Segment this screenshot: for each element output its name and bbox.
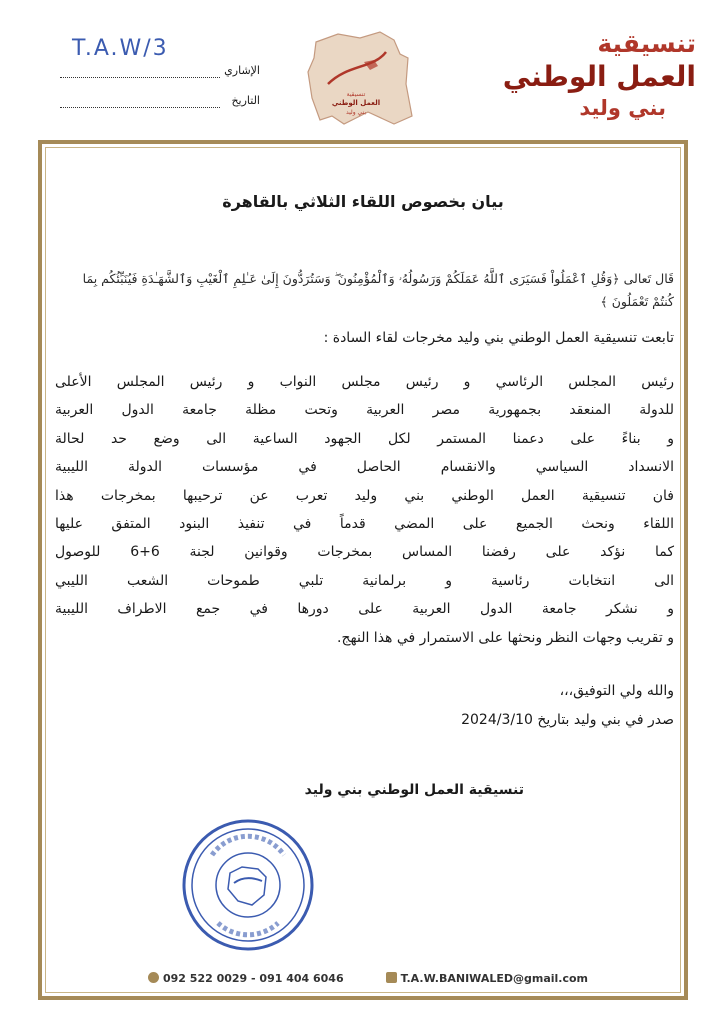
email-icon bbox=[386, 972, 397, 983]
body-line: اللقاء ونحث الجميع على المضي قدماً في تنفيذ البنود المتفق عليها bbox=[55, 516, 674, 533]
email-contact[interactable] bbox=[386, 972, 588, 985]
svg-text:تنسيقية: تنسيقية bbox=[346, 91, 366, 98]
org-name-line2: العمل الوطني bbox=[502, 59, 696, 93]
body-line: الى انتخابات رئاسية و برلمانية تلبي طموحات الشعب الليبي bbox=[55, 572, 674, 589]
body-line: رئيس المجلس الرئاسي و رئيس مجلس النواب و رئيس المجلس الأعلى bbox=[55, 374, 674, 390]
statement-title: بيان بخصوص اللقاء الثلاثي بالقاهرة bbox=[222, 192, 504, 211]
quran-verse: قَال تَعالى ﴿وَقُلِ ٱعْمَلُواْ فَسَيَرَى ٱللَّهُ عَمَلَكُمْ وَرَسُولُهُۥ وَٱلْمُؤْمِنُونَ ۖ وَسَتُرَدُّونَ إِلَىٰ عَـٰلِمِ ٱلْغَيْبِ وَٱلشَّهَـٰدَةِ فَيُنَبِّئُكُم بِمَا كُنتُمْ تَعْمَلُونَ ﴾ bbox=[82, 271, 674, 309]
phone-contact bbox=[148, 972, 344, 985]
reference-label: الإشاري bbox=[224, 64, 260, 77]
signature-organization: تنسيقية العمل الوطني بني وليد bbox=[304, 782, 524, 798]
statement-body bbox=[55, 368, 674, 652]
org-name-line1: تنسيقية bbox=[597, 29, 696, 58]
issued-date-line: صدر في بني وليد بتاريخ 2024/3/10 bbox=[461, 712, 674, 728]
closing-line: والله ولي التوفيق،،، bbox=[559, 683, 674, 699]
body-line: كما نؤكد على رفضنا المساس بمخرجات وقوانين لجنة 6+6 للوصول bbox=[55, 544, 675, 561]
organization-name bbox=[503, 30, 696, 123]
org-name-line3: بني وليد bbox=[579, 96, 666, 121]
reference-dotted-line bbox=[60, 77, 220, 78]
libya-map-logo-icon bbox=[298, 24, 423, 132]
reference-number-handwritten: T.A.W/3 bbox=[72, 36, 169, 61]
intro-paragraph: تابعت تنسيقية العمل الوطني بني وليد مخرجات لقاء السادة : bbox=[323, 330, 674, 346]
reference-field bbox=[60, 62, 260, 82]
body-line: فان تنسيقية العمل الوطني بني وليد تعرب عن ترحيبها بمخرجات هذا bbox=[55, 487, 674, 504]
body-line: و بناءً على دعمنا المستمر لكل الجهود الساعية الى وضع حد لحالة bbox=[55, 430, 674, 447]
contact-footer bbox=[148, 970, 588, 990]
date-dotted-line bbox=[60, 107, 220, 108]
body-line: الانسداد السياسي والانقسام الحاصل في مؤسسات الدولة الليبية bbox=[55, 459, 674, 476]
phone-numbers: 092 522 0029 - 091 404 6046 bbox=[163, 972, 344, 985]
date-field bbox=[60, 92, 260, 112]
body-line: و نشكر جامعة الدول العربية على دورها في جمع الاطراف الليبية bbox=[55, 601, 674, 618]
phone-icon bbox=[148, 972, 159, 983]
svg-text:العمل الوطني: العمل الوطني bbox=[331, 99, 381, 107]
official-stamp-icon bbox=[178, 815, 318, 955]
letterhead bbox=[0, 0, 724, 140]
date-label: التاريخ bbox=[231, 94, 260, 107]
body-line: و تقريب وجهات النظر ونحثها على الاستمرار في هذا النهج. bbox=[337, 629, 674, 646]
svg-text:بني وليد: بني وليد bbox=[345, 109, 367, 116]
email-address[interactable]: T.A.W.BANIWALED@gmail.com bbox=[400, 972, 588, 985]
body-line: للدولة المنعقد بجمهورية مصر العربية وتحت مظلة جامعة الدول العربية bbox=[55, 402, 674, 419]
